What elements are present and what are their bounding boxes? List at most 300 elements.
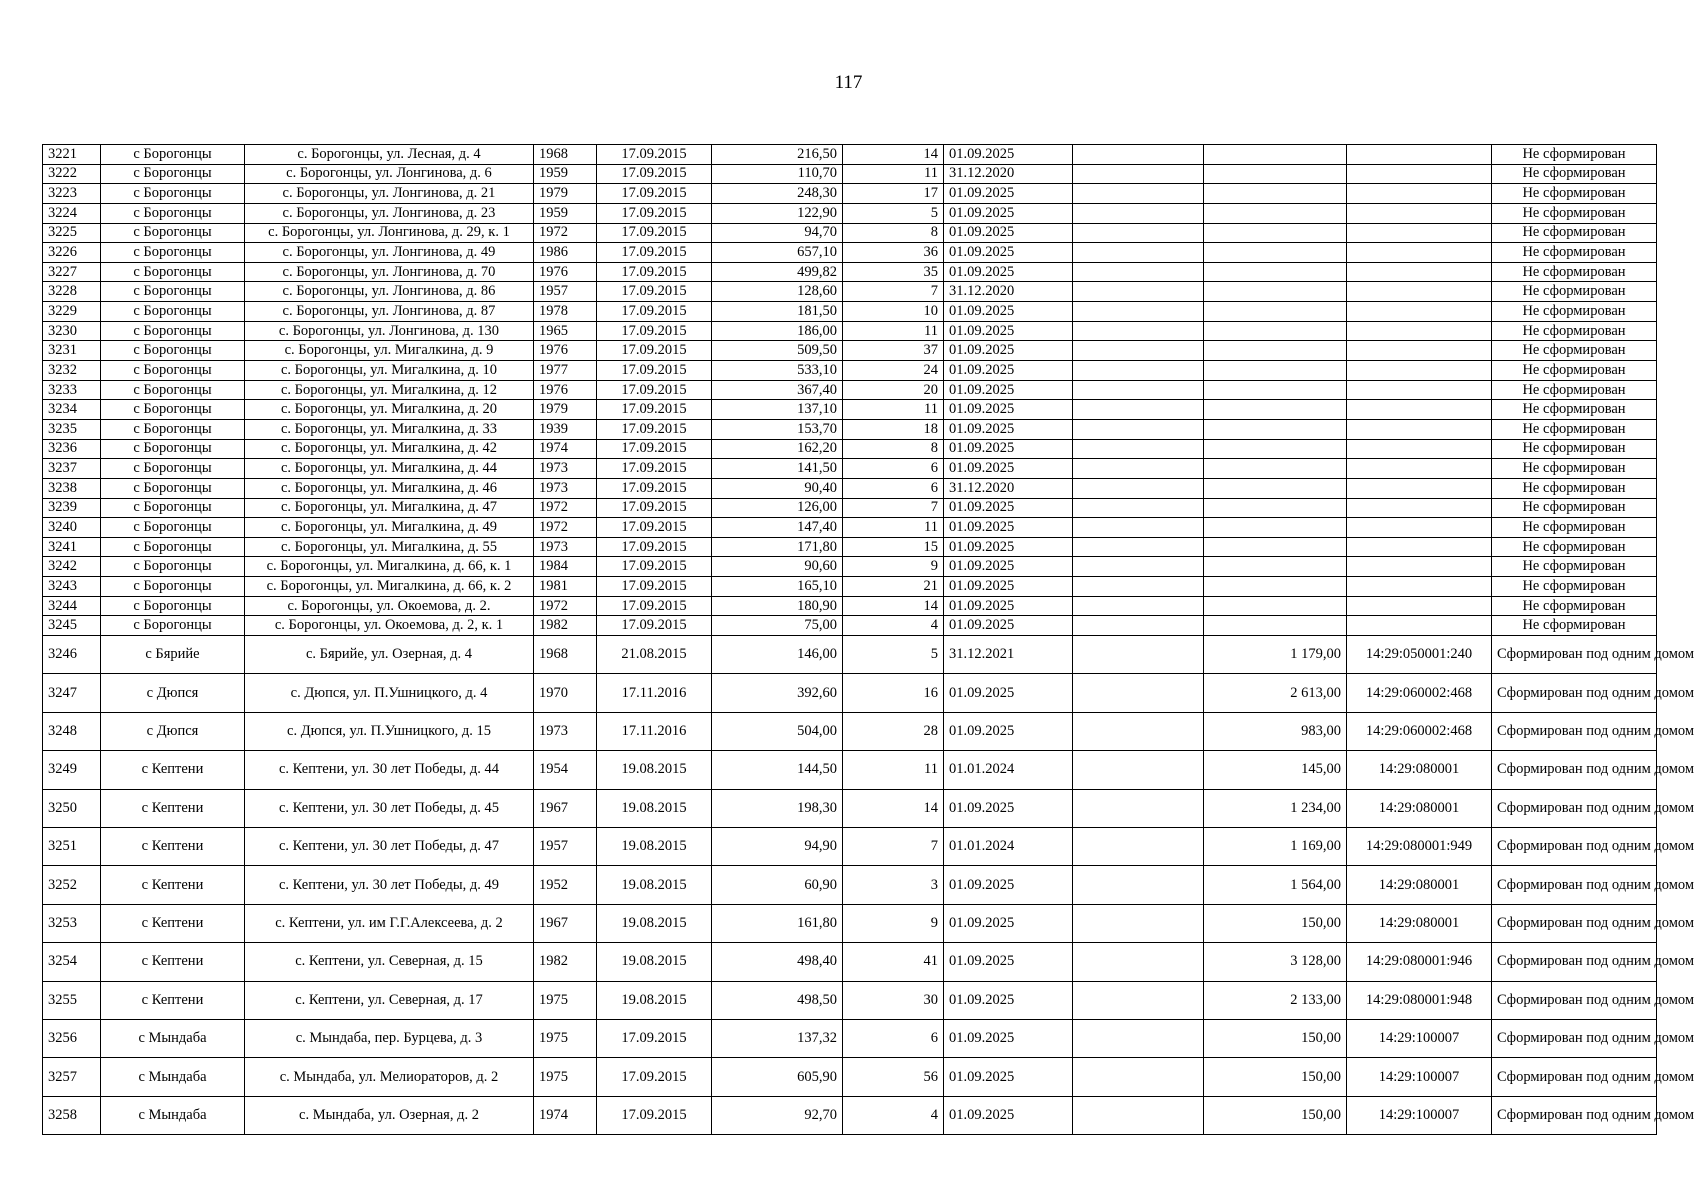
empty-cell (1073, 361, 1204, 381)
table-row (43, 243, 1657, 263)
inclusion-date-cell: 17.09.2015 (597, 419, 712, 439)
table-row (43, 419, 1657, 439)
count-cell: 11 (843, 321, 944, 341)
land-status-cell: Сформирован под одним домом (1492, 866, 1657, 904)
inclusion-date-cell: 17.09.2015 (597, 518, 712, 538)
empty-cell (1073, 478, 1204, 498)
address-cell: с. Борогонцы, ул. Мигалкина, д. 9 (245, 341, 534, 361)
table-row (43, 439, 1657, 459)
land-area-cell (1204, 380, 1347, 400)
cadastral-number-cell: 14:29:050001:240 (1347, 636, 1492, 674)
table-row (43, 164, 1657, 184)
area-cell: 90,60 (712, 557, 843, 577)
cadastral-number-cell (1347, 498, 1492, 518)
address-cell: с. Борогонцы, ул. Мигалкина, д. 20 (245, 400, 534, 420)
inclusion-date-cell: 19.08.2015 (597, 981, 712, 1019)
inclusion-date-cell: 17.09.2015 (597, 321, 712, 341)
address-cell: с. Кептени, ул. 30 лет Победы, д. 47 (245, 827, 534, 865)
inclusion-date-cell: 17.09.2015 (597, 203, 712, 223)
land-area-cell: 2 133,00 (1204, 981, 1347, 1019)
address-cell: с. Борогонцы, ул. Окоемова, д. 2. (245, 596, 534, 616)
empty-cell (1073, 981, 1204, 1019)
cadastral-number-cell (1347, 557, 1492, 577)
address-cell: с. Борогонцы, ул. Лонгинова, д. 49 (245, 243, 534, 263)
cadastral-number-cell (1347, 262, 1492, 282)
table-row (43, 636, 1657, 674)
cadastral-number-cell: 14:29:060002:468 (1347, 712, 1492, 750)
area-cell: 605,90 (712, 1058, 843, 1096)
inclusion-date-cell: 17.09.2015 (597, 577, 712, 597)
land-status-cell: Не сформирован (1492, 164, 1657, 184)
area-cell: 165,10 (712, 577, 843, 597)
address-cell: с. Борогонцы, ул. Окоемова, д. 2, к. 1 (245, 616, 534, 636)
settlement-cell: с Борогонцы (101, 262, 245, 282)
land-area-cell (1204, 282, 1347, 302)
settlement-cell: с Мындаба (101, 1096, 245, 1134)
settlement-cell: с Борогонцы (101, 361, 245, 381)
empty-cell (1073, 341, 1204, 361)
land-area-cell (1204, 321, 1347, 341)
planned-date-cell: 01.09.2025 (944, 616, 1073, 636)
area-cell: 110,70 (712, 164, 843, 184)
area-cell: 186,00 (712, 321, 843, 341)
address-cell: с. Борогонцы, ул. Лонгинова, д. 23 (245, 203, 534, 223)
year-built-cell: 1959 (534, 203, 597, 223)
page-number: 117 (834, 72, 863, 93)
land-status-cell: Сформирован под одним домом (1492, 751, 1657, 789)
address-cell: с. Кептени, ул. 30 лет Победы, д. 44 (245, 751, 534, 789)
inclusion-date-cell: 17.09.2015 (597, 596, 712, 616)
address-cell: с. Борогонцы, ул. Мигалкина, д. 42 (245, 439, 534, 459)
cadastral-number-cell: 14:29:080001 (1347, 751, 1492, 789)
land-area-cell: 1 179,00 (1204, 636, 1347, 674)
cadastral-number-cell: 14:29:080001:948 (1347, 981, 1492, 1019)
land-status-cell: Не сформирован (1492, 596, 1657, 616)
area-cell: 367,40 (712, 380, 843, 400)
inclusion-date-cell: 17.09.2015 (597, 380, 712, 400)
count-cell: 20 (843, 380, 944, 400)
empty-cell (1073, 537, 1204, 557)
count-cell: 35 (843, 262, 944, 282)
land-area-cell (1204, 439, 1347, 459)
planned-date-cell: 01.09.2025 (944, 400, 1073, 420)
area-cell: 126,00 (712, 498, 843, 518)
land-status-cell: Сформирован под одним домом (1492, 636, 1657, 674)
area-cell: 144,50 (712, 751, 843, 789)
year-built-cell: 1982 (534, 943, 597, 981)
area-cell: 137,32 (712, 1019, 843, 1057)
table-row (43, 1058, 1657, 1096)
cadastral-number-cell (1347, 380, 1492, 400)
inclusion-date-cell: 19.08.2015 (597, 751, 712, 789)
inclusion-date-cell: 21.08.2015 (597, 636, 712, 674)
count-cell: 7 (843, 498, 944, 518)
table-row (43, 302, 1657, 322)
land-status-cell: Сформирован под одним домом (1492, 1096, 1657, 1134)
settlement-cell: с Кептени (101, 981, 245, 1019)
table-row (43, 712, 1657, 750)
count-cell: 10 (843, 302, 944, 322)
cadastral-number-cell (1347, 321, 1492, 341)
row-number: 3257 (43, 1058, 101, 1096)
year-built-cell: 1974 (534, 439, 597, 459)
settlement-cell: с Кептени (101, 789, 245, 827)
settlement-cell: с Борогонцы (101, 557, 245, 577)
table-row (43, 904, 1657, 942)
empty-cell (1073, 498, 1204, 518)
planned-date-cell: 01.09.2025 (944, 981, 1073, 1019)
planned-date-cell: 01.09.2025 (944, 223, 1073, 243)
planned-date-cell: 31.12.2020 (944, 164, 1073, 184)
inclusion-date-cell: 17.09.2015 (597, 302, 712, 322)
row-number: 3250 (43, 789, 101, 827)
cadastral-number-cell (1347, 439, 1492, 459)
year-built-cell: 1975 (534, 1019, 597, 1057)
address-cell: с. Борогонцы, ул. Мигалкина, д. 66, к. 2 (245, 577, 534, 597)
settlement-cell: с Борогонцы (101, 243, 245, 263)
inclusion-date-cell: 17.09.2015 (597, 1058, 712, 1096)
row-number: 3244 (43, 596, 101, 616)
land-status-cell: Не сформирован (1492, 321, 1657, 341)
empty-cell (1073, 243, 1204, 263)
year-built-cell: 1979 (534, 400, 597, 420)
table-row (43, 184, 1657, 204)
empty-cell (1073, 262, 1204, 282)
count-cell: 5 (843, 203, 944, 223)
year-built-cell: 1973 (534, 712, 597, 750)
row-number: 3231 (43, 341, 101, 361)
empty-cell (1073, 751, 1204, 789)
planned-date-cell: 01.09.2025 (944, 674, 1073, 712)
land-status-cell: Не сформирован (1492, 459, 1657, 479)
year-built-cell: 1972 (534, 596, 597, 616)
empty-cell (1073, 674, 1204, 712)
table-row (43, 223, 1657, 243)
settlement-cell: с Мындаба (101, 1058, 245, 1096)
year-built-cell: 1984 (534, 557, 597, 577)
planned-date-cell: 01.09.2025 (944, 262, 1073, 282)
empty-cell (1073, 400, 1204, 420)
inclusion-date-cell: 19.08.2015 (597, 789, 712, 827)
count-cell: 9 (843, 904, 944, 942)
land-area-cell (1204, 361, 1347, 381)
planned-date-cell: 01.09.2025 (944, 789, 1073, 827)
settlement-cell: с Борогонцы (101, 419, 245, 439)
count-cell: 7 (843, 827, 944, 865)
inclusion-date-cell: 17.09.2015 (597, 459, 712, 479)
address-cell: с. Кептени, ул. Северная, д. 17 (245, 981, 534, 1019)
land-status-cell: Сформирован под одним домом (1492, 712, 1657, 750)
empty-cell (1073, 439, 1204, 459)
land-area-cell (1204, 518, 1347, 538)
settlement-cell: с Дюпся (101, 674, 245, 712)
row-number: 3255 (43, 981, 101, 1019)
cadastral-number-cell (1347, 577, 1492, 597)
inclusion-date-cell: 17.09.2015 (597, 341, 712, 361)
cadastral-number-cell (1347, 478, 1492, 498)
area-cell: 498,50 (712, 981, 843, 1019)
planned-date-cell: 01.09.2025 (944, 1096, 1073, 1134)
area-cell: 141,50 (712, 459, 843, 479)
count-cell: 4 (843, 616, 944, 636)
land-status-cell: Не сформирован (1492, 341, 1657, 361)
row-number: 3253 (43, 904, 101, 942)
area-cell: 162,20 (712, 439, 843, 459)
land-status-cell: Сформирован под одним домом (1492, 1019, 1657, 1057)
address-cell: с. Борогонцы, ул. Мигалкина, д. 47 (245, 498, 534, 518)
settlement-cell: с Кептени (101, 904, 245, 942)
table-row (43, 616, 1657, 636)
settlement-cell: с Борогонцы (101, 341, 245, 361)
inclusion-date-cell: 17.09.2015 (597, 361, 712, 381)
land-area-cell: 145,00 (1204, 751, 1347, 789)
settlement-cell: с Борогонцы (101, 439, 245, 459)
empty-cell (1073, 1096, 1204, 1134)
cadastral-number-cell (1347, 400, 1492, 420)
land-area-cell (1204, 223, 1347, 243)
settlement-cell: с Борогонцы (101, 321, 245, 341)
row-number: 3238 (43, 478, 101, 498)
row-number: 3254 (43, 943, 101, 981)
address-cell: с. Дюпся, ул. П.Ушницкого, д. 15 (245, 712, 534, 750)
settlement-cell: с Борогонцы (101, 164, 245, 184)
settlement-cell: с Борогонцы (101, 282, 245, 302)
row-number: 3240 (43, 518, 101, 538)
year-built-cell: 1975 (534, 1058, 597, 1096)
settlement-cell: с Кептени (101, 943, 245, 981)
planned-date-cell: 01.09.2025 (944, 341, 1073, 361)
year-built-cell: 1973 (534, 478, 597, 498)
row-number: 3243 (43, 577, 101, 597)
year-built-cell: 1986 (534, 243, 597, 263)
empty-cell (1073, 636, 1204, 674)
table-row (43, 361, 1657, 381)
cadastral-number-cell (1347, 203, 1492, 223)
land-area-cell (1204, 478, 1347, 498)
count-cell: 6 (843, 478, 944, 498)
land-area-cell: 3 128,00 (1204, 943, 1347, 981)
year-built-cell: 1968 (534, 636, 597, 674)
land-area-cell: 150,00 (1204, 1058, 1347, 1096)
year-built-cell: 1982 (534, 616, 597, 636)
count-cell: 14 (843, 789, 944, 827)
land-status-cell: Сформирован под одним домом (1492, 1058, 1657, 1096)
table-row (43, 866, 1657, 904)
settlement-cell: с Борогонцы (101, 596, 245, 616)
empty-cell (1073, 380, 1204, 400)
year-built-cell: 1959 (534, 164, 597, 184)
inclusion-date-cell: 17.09.2015 (597, 616, 712, 636)
settlement-cell: с Кептени (101, 751, 245, 789)
row-number: 3246 (43, 636, 101, 674)
land-status-cell: Не сформирован (1492, 203, 1657, 223)
table-row (43, 751, 1657, 789)
settlement-cell: с Борогонцы (101, 184, 245, 204)
settlement-cell: с Борогонцы (101, 498, 245, 518)
land-status-cell: Не сформирован (1492, 616, 1657, 636)
empty-cell (1073, 616, 1204, 636)
cadastral-number-cell: 14:29:060002:468 (1347, 674, 1492, 712)
inclusion-date-cell: 17.09.2015 (597, 498, 712, 518)
inclusion-date-cell: 17.09.2015 (597, 145, 712, 165)
row-number: 3256 (43, 1019, 101, 1057)
year-built-cell: 1976 (534, 262, 597, 282)
cadastral-number-cell: 14:29:100007 (1347, 1019, 1492, 1057)
planned-date-cell: 01.09.2025 (944, 866, 1073, 904)
land-area-cell (1204, 596, 1347, 616)
land-area-cell: 2 613,00 (1204, 674, 1347, 712)
area-cell: 504,00 (712, 712, 843, 750)
address-cell: с. Борогонцы, ул. Лонгинова, д. 29, к. 1 (245, 223, 534, 243)
land-status-cell: Не сформирован (1492, 537, 1657, 557)
year-built-cell: 1957 (534, 827, 597, 865)
land-status-cell: Сформирован под одним домом (1492, 943, 1657, 981)
planned-date-cell: 01.09.2025 (944, 904, 1073, 942)
row-number: 3229 (43, 302, 101, 322)
address-cell: с. Борогонцы, ул. Мигалкина, д. 66, к. 1 (245, 557, 534, 577)
table-body (43, 145, 1695, 1135)
empty-cell (1073, 943, 1204, 981)
planned-date-cell: 01.09.2025 (944, 321, 1073, 341)
land-status-cell: Не сформирован (1492, 439, 1657, 459)
table-row (43, 981, 1657, 1019)
count-cell: 37 (843, 341, 944, 361)
area-cell: 75,00 (712, 616, 843, 636)
address-cell: с. Борогонцы, ул. Мигалкина, д. 10 (245, 361, 534, 381)
land-area-cell (1204, 341, 1347, 361)
cadastral-number-cell: 14:29:080001:949 (1347, 827, 1492, 865)
row-number: 3234 (43, 400, 101, 420)
settlement-cell: с Дюпся (101, 712, 245, 750)
inclusion-date-cell: 17.09.2015 (597, 262, 712, 282)
count-cell: 56 (843, 1058, 944, 1096)
address-cell: с. Борогонцы, ул. Лонгинова, д. 130 (245, 321, 534, 341)
year-built-cell: 1973 (534, 537, 597, 557)
table-row (43, 943, 1657, 981)
row-number: 3248 (43, 712, 101, 750)
area-cell: 146,00 (712, 636, 843, 674)
land-status-cell: Не сформирован (1492, 380, 1657, 400)
settlement-cell: с Борогонцы (101, 203, 245, 223)
planned-date-cell: 01.09.2025 (944, 302, 1073, 322)
planned-date-cell: 01.09.2025 (944, 712, 1073, 750)
land-status-cell: Не сформирован (1492, 577, 1657, 597)
address-cell: с. Борогонцы, ул. Лонгинова, д. 6 (245, 164, 534, 184)
settlement-cell: с Кептени (101, 827, 245, 865)
row-number: 3221 (43, 145, 101, 165)
area-cell: 216,50 (712, 145, 843, 165)
planned-date-cell: 01.09.2025 (944, 518, 1073, 538)
year-built-cell: 1954 (534, 751, 597, 789)
planned-date-cell: 01.09.2025 (944, 184, 1073, 204)
cadastral-number-cell (1347, 184, 1492, 204)
year-built-cell: 1965 (534, 321, 597, 341)
cadastral-number-cell (1347, 361, 1492, 381)
land-status-cell: Сформирован под одним домом (1492, 904, 1657, 942)
row-number: 3233 (43, 380, 101, 400)
cadastral-number-cell (1347, 616, 1492, 636)
row-number: 3226 (43, 243, 101, 263)
settlement-cell: с Борогонцы (101, 537, 245, 557)
area-cell: 171,80 (712, 537, 843, 557)
area-cell: 509,50 (712, 341, 843, 361)
land-area-cell (1204, 184, 1347, 204)
row-number: 3227 (43, 262, 101, 282)
cadastral-number-cell (1347, 282, 1492, 302)
table-row (43, 518, 1657, 538)
count-cell: 5 (843, 636, 944, 674)
cadastral-number-cell (1347, 341, 1492, 361)
empty-cell (1073, 596, 1204, 616)
land-status-cell: Не сформирован (1492, 262, 1657, 282)
settlement-cell: с Борогонцы (101, 145, 245, 165)
land-area-cell (1204, 145, 1347, 165)
cadastral-number-cell: 14:29:100007 (1347, 1096, 1492, 1134)
year-built-cell: 1972 (534, 518, 597, 538)
area-cell: 137,10 (712, 400, 843, 420)
inclusion-date-cell: 19.08.2015 (597, 827, 712, 865)
inclusion-date-cell: 17.09.2015 (597, 164, 712, 184)
planned-date-cell: 01.09.2025 (944, 557, 1073, 577)
land-area-cell: 150,00 (1204, 1019, 1347, 1057)
area-cell: 657,10 (712, 243, 843, 263)
planned-date-cell: 01.09.2025 (944, 943, 1073, 981)
address-cell: с. Бярийе, ул. Озерная, д. 4 (245, 636, 534, 674)
year-built-cell: 1977 (534, 361, 597, 381)
area-cell: 60,90 (712, 866, 843, 904)
area-cell: 392,60 (712, 674, 843, 712)
cadastral-number-cell (1347, 164, 1492, 184)
planned-date-cell: 01.01.2024 (944, 751, 1073, 789)
address-cell: с. Кептени, ул. 30 лет Победы, д. 49 (245, 866, 534, 904)
address-cell: с. Кептени, ул. им Г.Г.Алексеева, д. 2 (245, 904, 534, 942)
empty-cell (1073, 1019, 1204, 1057)
year-built-cell: 1976 (534, 341, 597, 361)
address-cell: с. Кептени, ул. 30 лет Победы, д. 45 (245, 789, 534, 827)
land-status-cell: Не сформирован (1492, 145, 1657, 165)
cadastral-number-cell (1347, 596, 1492, 616)
year-built-cell: 1968 (534, 145, 597, 165)
count-cell: 6 (843, 1019, 944, 1057)
area-cell: 533,10 (712, 361, 843, 381)
land-status-cell: Сформирован под одним домом (1492, 789, 1657, 827)
inclusion-date-cell: 17.09.2015 (597, 243, 712, 263)
address-cell: с. Дюпся, ул. П.Ушницкого, д. 4 (245, 674, 534, 712)
cadastral-number-cell (1347, 223, 1492, 243)
cadastral-number-cell: 14:29:080001 (1347, 904, 1492, 942)
row-number: 3230 (43, 321, 101, 341)
year-built-cell: 1972 (534, 498, 597, 518)
year-built-cell: 1978 (534, 302, 597, 322)
land-area-cell: 983,00 (1204, 712, 1347, 750)
land-area-cell (1204, 419, 1347, 439)
settlement-cell: с Бярийе (101, 636, 245, 674)
area-cell: 94,90 (712, 827, 843, 865)
planned-date-cell: 31.12.2021 (944, 636, 1073, 674)
row-number: 3232 (43, 361, 101, 381)
empty-cell (1073, 184, 1204, 204)
table-row (43, 341, 1657, 361)
area-cell: 94,70 (712, 223, 843, 243)
count-cell: 11 (843, 518, 944, 538)
address-cell: с. Борогонцы, ул. Лесная, д. 4 (245, 145, 534, 165)
land-area-cell (1204, 243, 1347, 263)
empty-cell (1073, 866, 1204, 904)
land-status-cell: Не сформирован (1492, 557, 1657, 577)
count-cell: 11 (843, 751, 944, 789)
address-cell: с. Борогонцы, ул. Мигалкина, д. 44 (245, 459, 534, 479)
address-cell: с. Мындаба, пер. Бурцева, д. 3 (245, 1019, 534, 1057)
